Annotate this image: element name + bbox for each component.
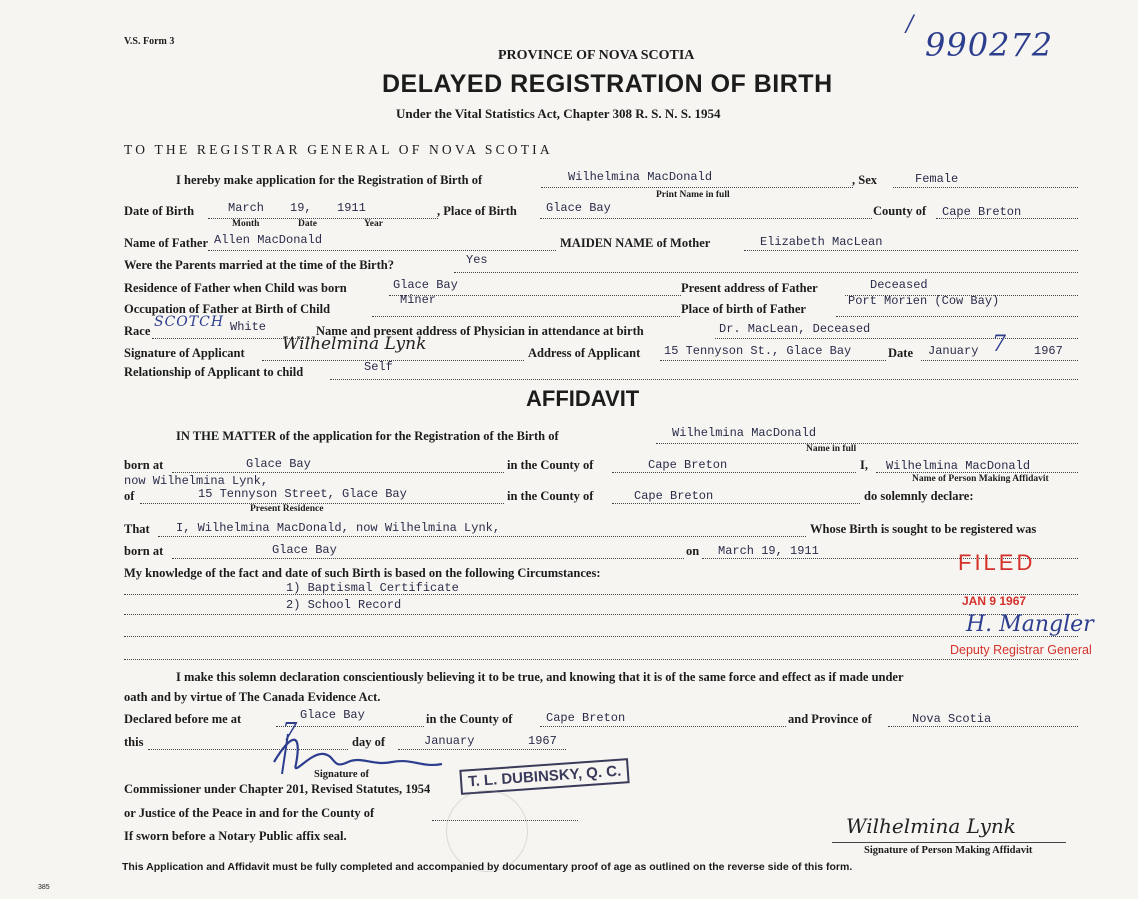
date-year: 1967: [1034, 344, 1063, 358]
father-birthplace-label: Place of birth of Father: [681, 302, 806, 316]
now-line: now Wilhelmina Lynk,: [124, 474, 269, 488]
on-date: March 19, 1911: [718, 544, 819, 558]
father-address-value: Deceased: [870, 278, 928, 292]
on-label: on: [686, 544, 700, 558]
pob-value: Glace Bay: [546, 201, 611, 215]
declared-county-label: in the County of: [426, 712, 513, 726]
solemnly-declare: do solemnly declare:: [864, 489, 974, 503]
mother-value: Elizabeth MacLean: [760, 235, 883, 249]
race-typed: White: [230, 320, 267, 334]
residence-value: Glace Bay: [393, 278, 458, 292]
date-day: 7: [992, 332, 1006, 357]
that-text: I, Wilhelmina MacDonald, now Wilhelmina Lynk,: [176, 521, 501, 535]
county-label-affidavit: in the County of: [507, 458, 594, 472]
this-day: 7: [282, 718, 298, 746]
embossed-seal: [446, 790, 528, 872]
county-label: County of: [873, 204, 927, 218]
mother-line: [744, 250, 1078, 251]
declaration-text: I make this solemn declaration conscientiously believing it to be true, and knowing that it is of the same force and effect as if made under: [176, 670, 904, 684]
province-label: and Province of: [788, 712, 872, 726]
that-label: That: [124, 522, 150, 536]
month-caption: Month: [232, 219, 260, 229]
father-birthplace-value: Port Morien (Cow Bay): [848, 294, 1000, 308]
race-label: Race: [124, 324, 151, 338]
addressee-line: TO THE REGISTRAR GENERAL OF NOVA SCOTIA: [124, 142, 553, 157]
registrar-title: Deputy Registrar General: [950, 643, 1092, 657]
deponent-name: Wilhelmina MacDonald: [886, 459, 1031, 473]
declared-label: Declared before me at: [124, 712, 242, 726]
date-line: [921, 360, 1078, 361]
matter-label: IN THE MATTER of the application for the Registration of the Birth of: [176, 429, 559, 443]
occupation-value: Miner: [400, 293, 437, 307]
form-id: V.S. Form 3: [124, 36, 175, 47]
matter-line: [656, 443, 1078, 444]
married-label: Were the Parents married at the time of the Birth?: [124, 258, 394, 272]
year-caption: Year: [364, 219, 383, 229]
born-at-label: born at: [124, 458, 164, 472]
province-value: Nova Scotia: [912, 712, 992, 726]
form-subtitle: Under the Vital Statistics Act, Chapter 308 R. S. N. S. 1954: [396, 106, 721, 121]
date-month: January: [928, 344, 979, 358]
knowledge-label: My knowledge of the fact and date of such Birth is based on the following Circumstances:: [124, 566, 601, 580]
applicant-signature: Wilhelmina Lynk: [282, 334, 427, 354]
province-line: [888, 726, 1078, 727]
circumstance-line-3: [124, 636, 1078, 637]
circumstance-line-4: [124, 659, 1078, 660]
applicant-address-label: Address of Applicant: [528, 346, 641, 360]
residence-label: Residence of Father when Child was born: [124, 281, 347, 295]
notary-label: If sworn before a Notary Public affix seal.: [124, 829, 347, 843]
county-value-affidavit: Cape Breton: [648, 458, 728, 472]
deponent-caption: Name of Person Making Affidavit: [912, 474, 1049, 484]
pob-label: , Place of Birth: [437, 204, 517, 218]
born-at2-label: born at: [124, 544, 164, 558]
deponent-signature-line: [832, 842, 1066, 843]
day-of-label: day of: [352, 735, 385, 749]
affidavit-heading: AFFIDAVIT: [526, 386, 640, 411]
province-heading: PROVINCE OF NOVA SCOTIA: [498, 48, 695, 63]
sex-value: Female: [915, 172, 959, 186]
declared-month: January: [424, 734, 475, 748]
child-name: Wilhelmina MacDonald: [568, 170, 713, 184]
father-address-label: Present address of Father: [681, 281, 818, 295]
applicant-signature-label: Signature of Applicant: [124, 346, 245, 360]
occupation-line: [372, 316, 680, 317]
county-value: Cape Breton: [942, 205, 1022, 219]
signature-of-label: Signature of: [314, 769, 369, 780]
county2-line: [612, 503, 860, 504]
father-birthplace-line: [836, 316, 1078, 317]
applicant-address-line: [660, 360, 886, 361]
justice-label: or Justice of the Peace in and for the County of: [124, 806, 375, 820]
declared-county-line: [540, 726, 786, 727]
married-line: [454, 272, 1078, 273]
applicant-signature-line: [262, 360, 524, 361]
filed-date: JAN 9 1967: [962, 594, 1027, 608]
applicant-address-value: 15 Tennyson St., Glace Bay: [664, 344, 852, 358]
that-line: [158, 536, 806, 537]
circumstance-line-2: [124, 614, 1078, 615]
registrar-signature: H. Mangler: [966, 612, 1094, 637]
father-label: Name of Father: [124, 236, 208, 250]
declared-county: Cape Breton: [546, 711, 626, 725]
physician-line: [715, 338, 1078, 339]
relationship-value: Self: [364, 360, 393, 374]
whose-birth-label: Whose Birth is sought to be registered was: [810, 522, 1037, 536]
relationship-line: [330, 379, 1078, 380]
declaration-text-2: oath and by virtue of The Canada Evidence Act.: [124, 690, 381, 704]
dob-day: 19,: [290, 201, 312, 215]
born-at-value: Glace Bay: [246, 457, 311, 471]
physician-value: Dr. MacLean, Deceased: [719, 322, 871, 336]
sex-label: , Sex: [852, 173, 877, 187]
occupation-label: Occupation of Father at Birth of Child: [124, 302, 331, 316]
residence-caption: Present Residence: [250, 504, 324, 514]
county2-value: Cape Breton: [634, 489, 714, 503]
born-at2-value: Glace Bay: [272, 543, 337, 557]
county2-label: in the County of: [507, 489, 594, 503]
race-handwritten: SCOTCH: [154, 314, 225, 330]
father-value: Allen MacDonald: [214, 233, 323, 247]
footer-note: This Application and Affidavit must be fully completed and accompanied by documentary proof of age as outlined on the reverse side of this form.: [122, 861, 853, 873]
commissioner-stamp: T. L. DUBINSKY, Q. C.: [459, 758, 630, 795]
married-value: Yes: [466, 253, 488, 267]
of-label: of: [124, 489, 135, 503]
county-line-affidavit: [612, 472, 856, 473]
file-number: 990272: [925, 26, 1054, 64]
dob-label: Date of Birth: [124, 204, 195, 218]
filed-stamp: FILED: [958, 550, 1036, 575]
this-label: this: [124, 735, 144, 749]
pob-line: [540, 218, 872, 219]
matter-name: Wilhelmina MacDonald: [672, 426, 817, 440]
born-at-line: [172, 472, 504, 473]
i-label: I,: [860, 458, 868, 472]
father-line: [208, 250, 556, 251]
matter-caption: Name in full: [806, 444, 857, 454]
circumstance-2: 2) School Record: [286, 598, 402, 612]
commissioner-label: Commissioner under Chapter 201, Revised Statutes, 1954: [124, 782, 431, 796]
declared-place: Glace Bay: [300, 708, 365, 722]
circumstance-1: 1) Baptismal Certificate: [286, 581, 459, 595]
sex-line: [893, 187, 1078, 188]
mother-label: MAIDEN NAME of Mother: [560, 236, 711, 250]
deponent-signature: Wilhelmina Lynk: [846, 814, 1016, 838]
dob-month: March: [228, 201, 265, 215]
form-title: DELAYED REGISTRATION OF BIRTH: [382, 70, 833, 98]
date-caption: Date: [298, 219, 317, 229]
file-mark: /: [906, 12, 914, 37]
name-caption: Print Name in full: [656, 190, 730, 200]
born-at2-line: [172, 558, 684, 559]
residence-value-affidavit: 15 Tennyson Street, Glace Bay: [198, 487, 407, 501]
date-label: Date: [888, 346, 913, 360]
dob-year: 1911: [337, 201, 366, 215]
relationship-label: Relationship of Applicant to child: [124, 365, 304, 379]
circumstance-line-1: [124, 594, 1078, 595]
deponent-signature-caption: Signature of Person Making Affidavit: [864, 845, 1033, 856]
physician-label: Name and present address of Physician in attendance at birth: [316, 324, 644, 338]
application-intro: I hereby make application for the Registration of Birth of: [176, 173, 483, 187]
declared-year: 1967: [528, 734, 557, 748]
name-line: [541, 187, 853, 188]
footer-code: 385: [38, 884, 50, 891]
